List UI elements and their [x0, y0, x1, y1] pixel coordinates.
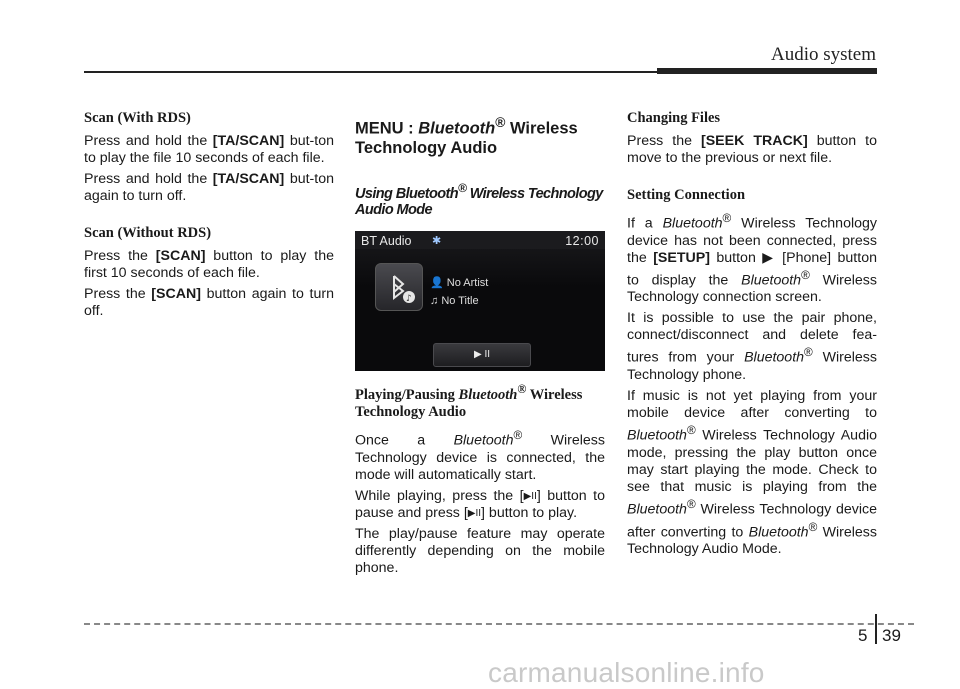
bluetooth-music-icon: [375, 263, 423, 311]
paragraph: The play/pause feature may operate differently depending on the mobile phone.: [355, 525, 605, 576]
column-middle: [355, 113, 605, 581]
page-number-divider: [875, 614, 877, 644]
column-right: [627, 110, 877, 562]
paragraph: Once a Bluetooth® Wireless Technology device is connected, the mode will automatically start.: [355, 428, 605, 483]
music-note-icon: ♫: [430, 295, 439, 308]
heading-scan-rds: Scan (With RDS): [84, 110, 191, 126]
section-number: 5: [858, 626, 868, 645]
paragraph: Press and hold the [TA/SCAN] but-ton again to turn off.: [84, 171, 334, 204]
heading-changing-files: Changing Files: [627, 110, 721, 126]
paragraph: Press the [SEEK TRACK] button to move to the previous or next file.: [627, 133, 877, 166]
paragraph: If a Bluetooth® Wireless Technology device has not been connected, press the [SETUP] button ▶ [Phone] button to display the Bluetooth® Wireless Technology connection screen.: [627, 211, 877, 306]
paragraph: Press the [SCAN] button again to turn off.: [84, 286, 334, 319]
svg-text:♪: ♪: [406, 294, 412, 305]
column-left: [84, 110, 334, 324]
paragraph: While playing, press the [▶II] button to pause and press [▶II] button to play.: [355, 487, 605, 521]
screen-title: BT Audio: [361, 234, 412, 249]
person-icon: 👤: [430, 277, 444, 290]
heading-playing-pausing: Playing/Pausing Bluetooth® Wireless Technology Audio: [355, 382, 583, 421]
menu-heading: MENU : Bluetooth® Wireless Technology Audio: [355, 115, 578, 157]
play-pause-icon: ▶II: [523, 490, 537, 502]
watermark: carmanualsonline.info: [488, 657, 765, 688]
track-row: ♫ No Title: [430, 295, 479, 308]
bt-audio-screenshot: [355, 231, 605, 371]
play-pause-icon: ▶II: [467, 507, 482, 519]
running-header-title: Audio system: [770, 44, 876, 65]
page-number: 39: [882, 626, 901, 645]
paragraph: Press and hold the [TA/SCAN] but-ton to play the file 10 seconds of each file.: [84, 133, 334, 166]
artist-row: 👤 No Artist: [430, 277, 489, 290]
arrow-right-icon: ▶: [762, 249, 776, 266]
footer-rule: [84, 623, 914, 625]
play-pause-button[interactable]: ▶ II: [433, 343, 531, 367]
bluetooth-icon: ✱: [432, 235, 442, 248]
heading-scan-no-rds: Scan (Without RDS): [84, 225, 212, 241]
screen-clock: 12:00: [565, 234, 599, 249]
paragraph: It is possible to use the pair phone, connect/disconnect and delete fea-tures from your Bluetooth® Wireless Technology phone.: [627, 310, 877, 384]
heading-setting-connection: Setting Connection: [627, 187, 746, 203]
header-rule-accent: [657, 68, 877, 74]
subheading: Using Bluetooth® Wireless Technology Audio Mode: [355, 180, 603, 219]
paragraph: If music is not yet playing from your mobile device after converting to Bluetooth® Wireless Technology Audio mode, pressing the play button once may start playing the mode. Check to see that music is playing from the Bluetooth® Wireless Technology device after converting to Bluetooth® Wireless Technology Audio Mode.: [627, 388, 877, 558]
paragraph: Press the [SCAN] button to play the first 10 seconds of each file.: [84, 248, 334, 281]
